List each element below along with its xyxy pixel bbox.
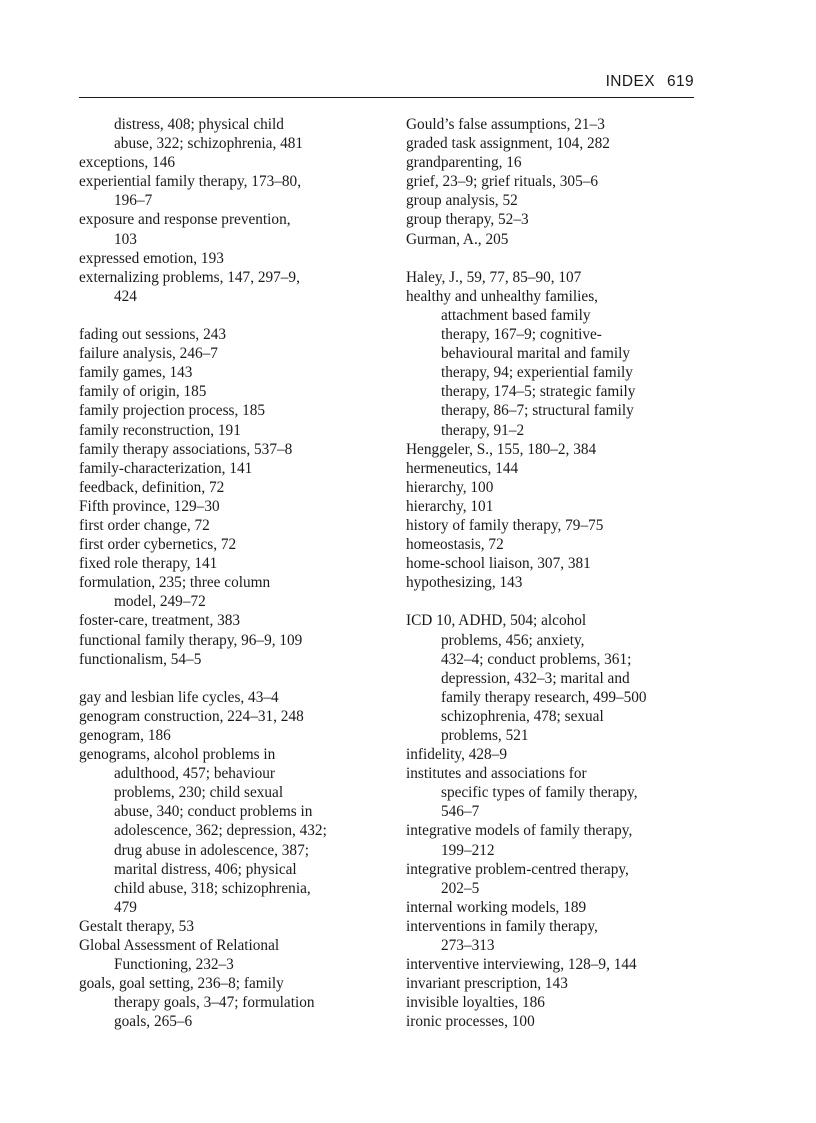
index-entry: failure analysis, 246–7 xyxy=(79,345,218,363)
index-entry: institutes and associations for xyxy=(406,765,587,783)
index-entry: genogram, 186 xyxy=(79,727,171,744)
index-entry: family-characterization, 141 xyxy=(79,459,253,477)
index-entry: Gurman, A., 205 xyxy=(406,230,509,248)
index-entry-continuation: therapy goals, 3–47; formulation xyxy=(114,994,315,1012)
index-entry: ICD 10, ADHD, 504; alcohol xyxy=(406,612,587,630)
header-rule xyxy=(79,97,694,98)
index-entry-continuation: child abuse, 318; schizophrenia, xyxy=(114,879,311,897)
index-entry: interventive interviewing, 128–9, 144 xyxy=(406,956,637,974)
index-entry-continuation: 424 xyxy=(114,287,137,305)
index-entry-continuation: 273–313 xyxy=(441,937,495,955)
index-entry: formulation, 235; three column xyxy=(79,574,271,592)
index-entry-continuation: schizophrenia, 478; sexual xyxy=(441,707,604,725)
index-entry: Henggeler, S., 155, 180–2, 384 xyxy=(406,440,597,458)
index-entry-continuation: therapy, 86–7; structural family xyxy=(441,402,634,420)
index-entry-continuation: 432–4; conduct problems, 361; xyxy=(441,650,632,668)
index-entry: family projection process, 185 xyxy=(79,402,266,420)
index-entry-continuation: adolescence, 362; depression, 432; xyxy=(114,822,327,840)
index-entry: genogram construction, 224–31, 248 xyxy=(79,707,304,725)
index-entry-continuation: adulthood, 457; behaviour xyxy=(114,765,276,783)
index-entry: Haley, J., 59, 77, 85–90, 107 xyxy=(406,268,582,286)
index-entry-continuation: therapy, 94; experiential family xyxy=(441,364,633,382)
index-entry: Gestalt therapy, 53 xyxy=(79,917,194,935)
index-entry: hierarchy, 101 xyxy=(406,497,494,515)
index-entry: ironic processes, 100 xyxy=(406,1013,535,1031)
index-entry-continuation: 196–7 xyxy=(114,192,153,210)
index-column-right xyxy=(406,115,698,1032)
index-entry: exposure and response prevention, xyxy=(79,211,291,229)
index-entry-continuation: 546–7 xyxy=(441,803,480,821)
index-entry-continuation: problems, 230; child sexual xyxy=(114,784,284,802)
index-entry-continuation: 479 xyxy=(114,898,137,916)
index-entry: invariant prescription, 143 xyxy=(406,975,568,993)
index-entry-continuation: specific types of family therapy, xyxy=(441,784,638,802)
index-entry-continuation: problems, 521 xyxy=(441,727,529,744)
index-entry: integrative models of family therapy, xyxy=(406,822,633,840)
index-entry: graded task assignment, 104, 282 xyxy=(406,135,610,153)
index-entry: group analysis, 52 xyxy=(406,192,518,210)
index-entry-continuation: therapy, 167–9; cognitive- xyxy=(441,326,602,344)
index-entry: functional family therapy, 96–9, 109 xyxy=(79,631,303,649)
index-column-left xyxy=(79,115,379,1032)
index-entry-continuation: model, 249–72 xyxy=(114,593,206,611)
index-letter-gap xyxy=(406,592,698,611)
index-entry: family of origin, 185 xyxy=(79,383,207,401)
index-entry: foster-care, treatment, 383 xyxy=(79,612,241,630)
index-entry-continuation: abuse, 340; conduct problems in xyxy=(114,803,313,821)
index-entry: fixed role therapy, 141 xyxy=(79,555,218,573)
index-entry: feedback, definition, 72 xyxy=(79,478,225,496)
index-entry-continuation: distress, 408; physical child xyxy=(114,116,284,133)
page-number: 619 xyxy=(666,73,694,90)
index-letter-gap xyxy=(79,306,379,325)
index-entry-continuation: Functioning, 232–3 xyxy=(114,956,234,974)
index-entry: hierarchy, 100 xyxy=(406,478,494,496)
index-entry: goals, goal setting, 236–8; family xyxy=(79,975,284,993)
index-entry-continuation: therapy, 174–5; strategic family xyxy=(441,383,636,401)
index-entry: Fifth province, 129–30 xyxy=(79,497,220,515)
index-entry: family therapy associations, 537–8 xyxy=(79,440,293,458)
index-entry: gay and lesbian life cycles, 43–4 xyxy=(79,688,279,706)
index-entry: experiential family therapy, 173–80, xyxy=(79,173,302,191)
index-entry-continuation: family therapy research, 499–500 xyxy=(441,688,647,706)
index-entry: externalizing problems, 147, 297–9, xyxy=(79,268,300,286)
index-entry-continuation: 202–5 xyxy=(441,879,480,897)
index-entry: Global Assessment of Relational xyxy=(79,937,280,955)
running-head xyxy=(79,73,694,97)
index-entry: internal working models, 189 xyxy=(406,898,587,916)
index-entry-continuation: 199–212 xyxy=(441,841,495,859)
index-entry: home-school liaison, 307, 381 xyxy=(406,555,591,573)
index-entry: interventions in family therapy, xyxy=(406,917,598,935)
index-entry: exceptions, 146 xyxy=(79,154,176,172)
index-entry: grandparenting, 16 xyxy=(406,154,522,172)
index-letter-gap xyxy=(79,669,379,688)
index-entry: first order cybernetics, 72 xyxy=(79,536,237,554)
index-entry-continuation: therapy, 91–2 xyxy=(441,421,525,439)
index-entry: fading out sessions, 243 xyxy=(79,326,227,344)
index-entry: invisible loyalties, 186 xyxy=(406,994,545,1012)
index-entry: hypothesizing, 143 xyxy=(406,574,523,592)
index-entry-continuation: depression, 432–3; marital and xyxy=(441,669,630,687)
index-entry: grief, 23–9; grief rituals, 305–6 xyxy=(406,173,599,191)
index-entry: homeostasis, 72 xyxy=(406,536,504,554)
index-entry: healthy and unhealthy families, xyxy=(406,287,599,305)
index-letter-gap xyxy=(406,249,698,268)
index-entry: family reconstruction, 191 xyxy=(79,421,241,439)
index-entry-continuation: drug abuse in adolescence, 387; xyxy=(114,841,309,859)
section-title: INDEX xyxy=(605,73,655,90)
index-entry: family games, 143 xyxy=(79,364,193,382)
index-entry-continuation: behavioural marital and family xyxy=(441,345,631,363)
index-entry: genograms, alcohol problems in xyxy=(79,746,276,764)
index-entry-continuation: abuse, 322; schizophrenia, 481 xyxy=(114,135,304,153)
index-entry-continuation: marital distress, 406; physical xyxy=(114,860,297,878)
index-entry: integrative problem-centred therapy, xyxy=(406,860,629,878)
index-entry-continuation: goals, 265–6 xyxy=(114,1013,193,1031)
index-entry: hermeneutics, 144 xyxy=(406,459,519,477)
index-entry: Gould’s false assumptions, 21–3 xyxy=(406,116,605,133)
index-entry: expressed emotion, 193 xyxy=(79,249,224,267)
index-entry: history of family therapy, 79–75 xyxy=(406,516,604,534)
index-entry: functionalism, 54–5 xyxy=(79,650,202,668)
index-entry-continuation: 103 xyxy=(114,230,137,248)
index-entry-continuation: attachment based family xyxy=(441,306,591,324)
index-entry-continuation: problems, 456; anxiety, xyxy=(441,631,585,649)
index-entry: first order change, 72 xyxy=(79,516,210,534)
index-entry: group therapy, 52–3 xyxy=(406,211,529,229)
index-entry: infidelity, 428–9 xyxy=(406,746,507,764)
